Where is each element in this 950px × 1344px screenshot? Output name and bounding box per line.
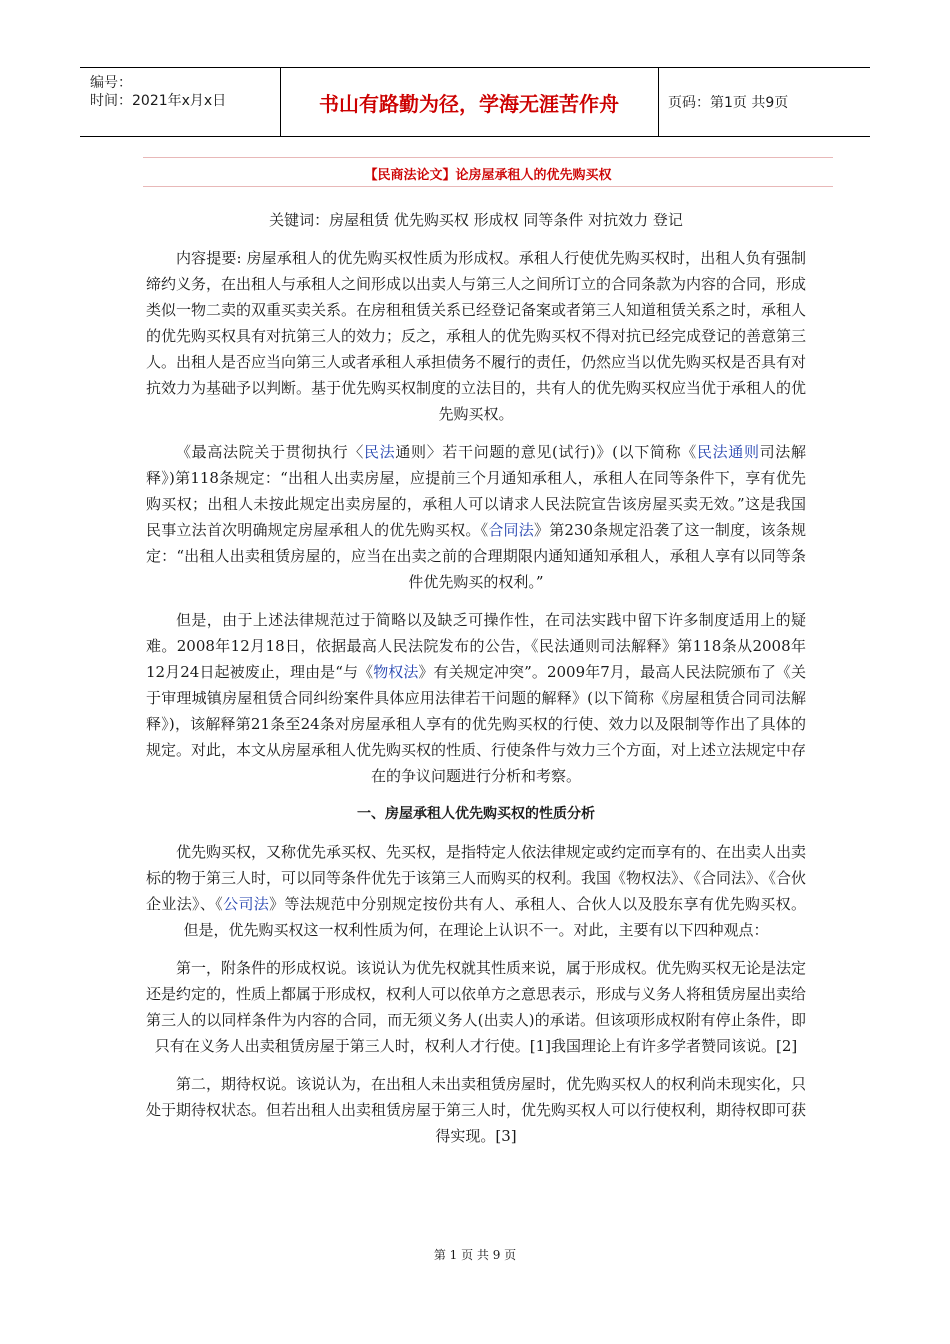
- link-hetongfa[interactable]: 合同法: [488, 521, 534, 539]
- page-footer: 第 1 页 共 9 页: [433, 1248, 517, 1262]
- link-wuquanfa[interactable]: 物权法: [373, 663, 419, 681]
- paragraph-4: 第一，附条件的形成权说。该说认为优先权就其性质来说，属于形成权。优先购买权无论是法定还是约定的，性质上都属于形成权，权利人可以依单方之意思表示，形成与义务人将租赁房屋出卖给第三人的以同样条件为内容的合同，而无须义务人(出卖人)的承诺。但该项形成权附有停止条件，即只有在义务人出卖租赁房屋于第三人时，权利人才行使。[1]我国理论上有许多学者赞同该说。[2]: [146, 959, 807, 1055]
- motto: 书山有路勤为径，学海无涯苦作舟: [280, 68, 659, 136]
- paragraph-2: [146, 607, 806, 789]
- text-run: 《最高法院关于贯彻执行〈: [176, 443, 365, 461]
- header-table: [80, 67, 870, 137]
- page-label: 页码：第1页 共9页: [668, 95, 789, 111]
- text-run: 》等法规范中分别规定按份共有人、承租人、合伙人以及股东享有优先购买权。但是，优先购买权这一权利性质为何，在理论上认识不一。对此，主要有以下四种观点：: [183, 895, 806, 939]
- text-run: 优先购买权，又称优先承买权、先买权，是指特定人依法律规定或约定而享有的、在出卖人出卖标的物于第三人时，可以同等条件优先于该第三人而购买的权利。我国《物权法》、《合同法》、《合伙企业法》、《: [146, 843, 807, 913]
- text-run: 》有关规定冲突”。2009年7月，最高人民法院颁布了《关于审理城镇房屋租赁合同纠纷案件具体应用法律若干问题的解释》(以下简称《房屋租赁合同司法解释》)，该解释第21条至24条对房屋承租人享有的优先购买权的行使、效力以及限制等作出了具体的规定。对此，本文从房屋承租人优先购买权的性质、行使条件与效力三个方面，对上述立法规定中存在的争议问题进行分析和考察。: [146, 663, 807, 785]
- header-meta-cell: [80, 68, 281, 136]
- document-body: [146, 207, 806, 1161]
- abstract-paragraph: 内容提要: 房屋承租人的优先购买权性质为形成权。承租人行使优先购买权时，出租人负有强制缔约义务，在出租人与承租人之间形成以出卖人与第三人之间所订立的合同条款为内容的合同，形成类似一物二卖的双重买卖关系。在房租租赁关系已经登记备案或者第三人知道租赁关系之时，承租人的优先购买权具有对抗第三人的效力；反之，承租人的优先购买权不得对抗已经完成登记的善意第三人。出租人是否应当向第三人或者承租人承担债务不履行的责任，仍然应当以优先购买权是否具有对抗效力为基础予以判断。基于优先购买权制度的立法目的，共有人的优先购买权应当优于承租人的优先购买权。: [146, 249, 807, 423]
- link-minfa[interactable]: 民法: [364, 443, 396, 461]
- paragraph-5: 第二，期待权说。该说认为，在出租人未出卖租赁房屋时，优先购买权人的权利尚未现实化，只处于期待权状态。但若出租人出卖租赁房屋于第三人时，优先购买权人可以行使权利，期待权即可获得实现。[3]: [146, 1075, 807, 1145]
- keywords: 关键词：房屋租赁 优先购买权 形成权 同等条件 对抗效力 登记: [269, 211, 683, 229]
- text-run: 通则〉若干问题的意见(试行)》(以下简称《: [395, 443, 697, 461]
- text-run: 司法解释》)第118条规定：“出租人出卖房屋，应提前三个月通知承租人，承租人在同等条件下，享有优先购买权；出租人未按此规定出卖房屋的，承租人可以请求人民法院宣告该房屋买卖无效。”这是我国民事立法首次明确规定房屋承租人的优先购买权。《: [146, 443, 806, 539]
- title-bottom-rule: [143, 186, 833, 187]
- title-top-rule: [143, 157, 833, 158]
- link-minfa-tongze[interactable]: 民法通则: [696, 443, 760, 461]
- number-label: 编号：: [90, 75, 132, 91]
- link-gongsifa[interactable]: 公司法: [223, 895, 270, 913]
- text-run: 》第230条规定沿袭了这一制度，该条规定：“出租人出卖租赁房屋的，应当在出卖之前的合理期限内通知通知承租人，承租人享有以同等条件优先购买的权利。”: [146, 521, 806, 591]
- text-run: 但是，由于上述法律规范过于简略以及缺乏可操作性，在司法实践中留下许多制度适用上的疑难。2008年12月18日，依据最高人民法院发布的公告，《民法通则司法解释》第118条从2008年12月24日起被废止，理由是“与《: [146, 611, 806, 681]
- paragraph-3: [146, 839, 806, 943]
- time-label: 时间：2021年x月x日: [90, 93, 227, 109]
- document-title: 【民商法论文】论房屋承租人的优先购买权: [364, 168, 612, 183]
- paragraph-1: [146, 439, 806, 595]
- section-heading-1: 一、房屋承租人优先购买权的性质分析: [357, 806, 595, 822]
